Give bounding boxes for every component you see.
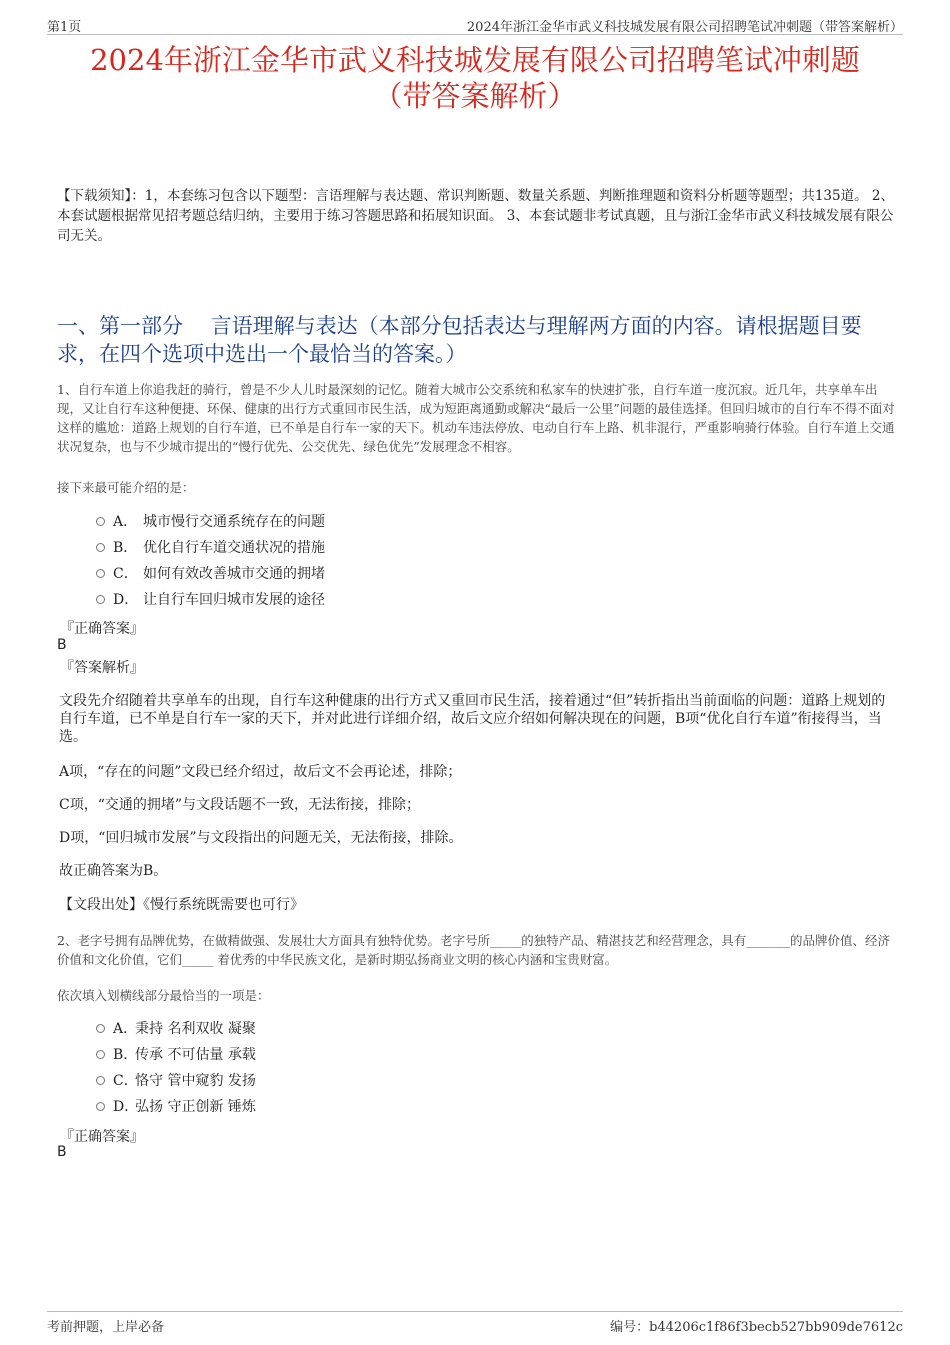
question-1-answer: B bbox=[57, 637, 67, 653]
radio-icon[interactable] bbox=[96, 1050, 105, 1059]
document-title bbox=[40, 42, 910, 114]
option-b[interactable]: B． 传承 不可估量 承载 bbox=[96, 1041, 256, 1067]
title-line-2: （带答案解析） bbox=[373, 79, 577, 113]
analysis-paragraph: D项，“回归城市发展”与文段指出的问题无关，无法衔接，排除。 bbox=[59, 830, 463, 846]
question-2-answer-label: 『正确答案』 bbox=[60, 1129, 144, 1145]
option-c[interactable]: C． 恪守 管中窥豹 发扬 bbox=[96, 1067, 256, 1093]
question-2-text: 2、老字号拥有品牌优势，在做精做强、发展壮大方面具有独特优势。老字号所_____的独特产品、精湛技艺和经营理念，具有_______的品牌价值、经济价值和文化价值，它们_____ 着优秀的中华民族文化，是新时期弘扬商业文明的核心内涵和宝贵财富。 bbox=[57, 933, 890, 967]
question-1-source: 【文段出处】《慢行系统既需要也可行》 bbox=[59, 897, 304, 913]
page-header bbox=[47, 14, 903, 35]
option-c[interactable]: C． 如何有效改善城市交通的拥堵 bbox=[96, 560, 325, 586]
radio-icon[interactable] bbox=[96, 1102, 105, 1111]
option-b[interactable]: B． 优化自行车道交通状况的措施 bbox=[96, 534, 325, 560]
footer-slogan: 考前押题，上岸必备 bbox=[47, 1320, 165, 1335]
radio-icon[interactable] bbox=[96, 1076, 105, 1085]
analysis-paragraph: A项，“存在的问题”文段已经介绍过，故后文不会再论述，排除； bbox=[59, 764, 462, 780]
question-1-answer-label: 『正确答案』 bbox=[60, 621, 144, 637]
question-2-prompt: 依次填入划横线部分最恰当的一项是： bbox=[57, 988, 270, 1003]
page-footer bbox=[47, 1311, 903, 1335]
section-heading: 一、第一部分 言语理解与表达（本部分包括表达与理解两方面的内容。请根据题目要求，在四个选项中选出一个最恰当的答案。） bbox=[57, 314, 862, 366]
radio-icon[interactable] bbox=[96, 1024, 105, 1033]
title-line-1: 2024年浙江金华市武义科技城发展有限公司招聘笔试冲刺题 bbox=[90, 43, 860, 77]
question-1-options bbox=[96, 508, 325, 612]
footer-serial: 编号：b44206c1f86f3becb527bb909de7612c bbox=[610, 1320, 903, 1335]
radio-icon[interactable] bbox=[96, 543, 105, 552]
option-a[interactable]: A． 城市慢行交通系统存在的问题 bbox=[96, 508, 325, 534]
question-2-options bbox=[96, 1015, 256, 1119]
download-notice: 【下载须知】：1，本套练习包含以下题型：言语理解与表达题、常识判断题、数量关系题、判断推理题和资料分析题等题型；共135道。 2、本套试题根据常见招考题总结归纳，主要用于练习答题思路和拓展知识面。 3、本套试题非考试真题，且与浙江金华市武义科技城发展有限公司无关。 bbox=[57, 188, 894, 244]
analysis-paragraph: 文段先介绍随着共享单车的出现，自行车这种健康的出行方式又重回市民生活，接着通过“但”转折指出当前面临的问题：道路上规划的自行车道，已不单是自行车一家的天下，并对此进行详细介绍，故后文应介绍如何解决现在的问题，B项“优化自行车道”衔接得当，当选。 bbox=[59, 693, 886, 745]
radio-icon[interactable] bbox=[96, 569, 105, 578]
option-d[interactable]: D． 弘扬 守正创新 锤炼 bbox=[96, 1093, 256, 1119]
question-1-prompt: 接下来最可能介绍的是： bbox=[57, 480, 195, 495]
page-number: 第1页 bbox=[47, 20, 82, 35]
header-doc-title: 2024年浙江金华市武义科技城发展有限公司招聘笔试冲刺题（带答案解析） bbox=[466, 20, 903, 35]
analysis-paragraph: C项，“交通的拥堵”与文段话题不一致，无法衔接，排除； bbox=[59, 797, 421, 813]
radio-icon[interactable] bbox=[96, 517, 105, 526]
question-1-analysis-label: 『答案解析』 bbox=[60, 660, 144, 676]
radio-icon[interactable] bbox=[96, 595, 105, 604]
option-d[interactable]: D． 让自行车回归城市发展的途径 bbox=[96, 586, 325, 612]
question-1-text: 1、自行车道上你追我赶的骑行，曾是不少人儿时最深刻的记忆。随着大城市公交系统和私家车的快速扩张，自行车道一度沉寂。近几年，共享单车出现，又让自行车这种便捷、环保、健康的出行方式重回市民生活，成为短距离通勤或解决“最后一公里”问题的最佳选择。但回归城市的自行车不得不面对这样的尴尬：道路上规划的自行车道，已不单是自行车一家的天下。机动车违法停放、电动自行车上路、机非混行，严重影响骑行体验。自行车道上交通状况复杂，也与不少城市提出的“慢行优先、公交优先、绿色优先”发展理念不相容。 bbox=[57, 382, 895, 454]
analysis-paragraph: 故正确答案为B。 bbox=[59, 863, 168, 879]
question-2-answer: B bbox=[57, 1144, 67, 1160]
option-a[interactable]: A． 秉持 名利双收 凝聚 bbox=[96, 1015, 256, 1041]
